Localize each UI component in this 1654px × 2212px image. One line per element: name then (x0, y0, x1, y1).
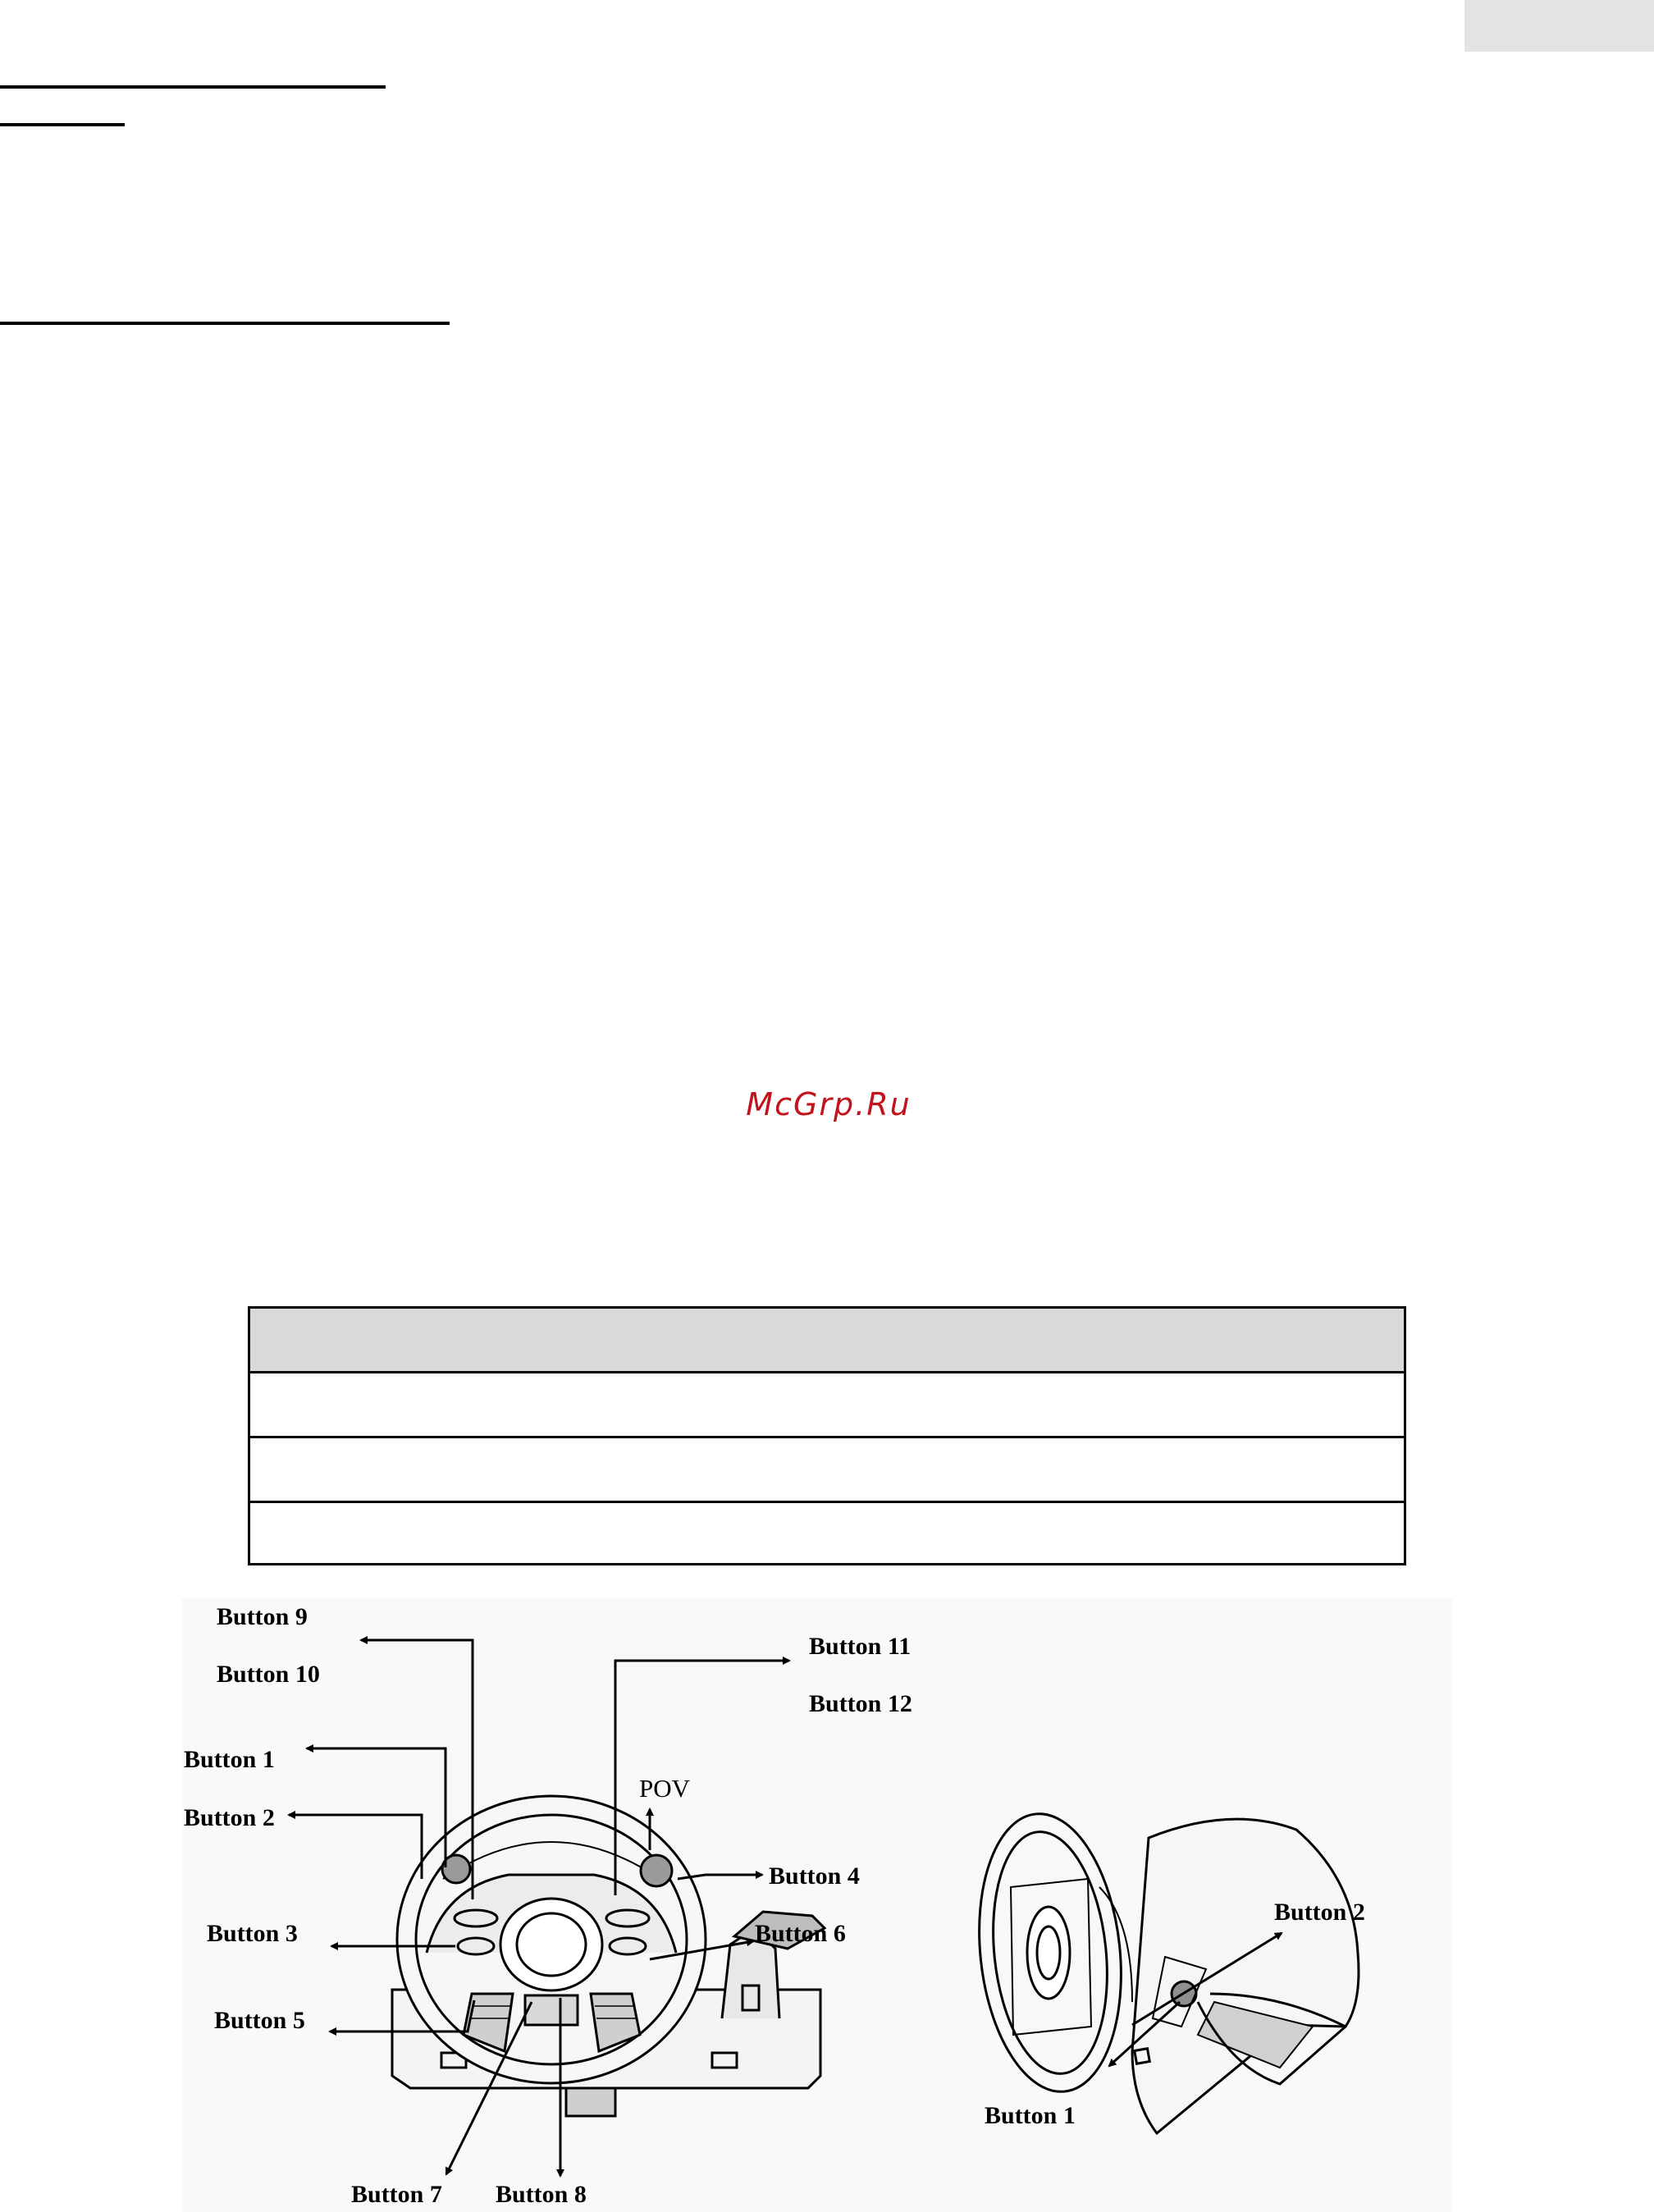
watermark: McGrp.Ru (746, 1086, 912, 1122)
label-side-button-1: Button 1 (985, 2102, 1076, 2129)
label-button-12: Button 12 (809, 1690, 912, 1717)
label-button-6: Button 6 (755, 1920, 846, 1947)
label-pov: POV (639, 1774, 691, 1803)
label-button-5: Button 5 (214, 2007, 305, 2034)
label-button-11: Button 11 (809, 1633, 912, 1660)
label-button-4: Button 4 (769, 1862, 860, 1890)
label-button-9: Button 9 (217, 1603, 308, 1630)
label-button-7: Button 7 (351, 2181, 442, 2208)
label-button-2: Button 2 (184, 1804, 275, 1831)
label-button-10: Button 10 (217, 1661, 320, 1688)
label-button-3: Button 3 (207, 1920, 298, 1947)
label-side-button-2: Button 2 (1274, 1899, 1365, 1926)
label-button-8: Button 8 (496, 2181, 587, 2208)
label-button-1: Button 1 (184, 1746, 275, 1773)
steering-wheel (397, 1796, 706, 2083)
